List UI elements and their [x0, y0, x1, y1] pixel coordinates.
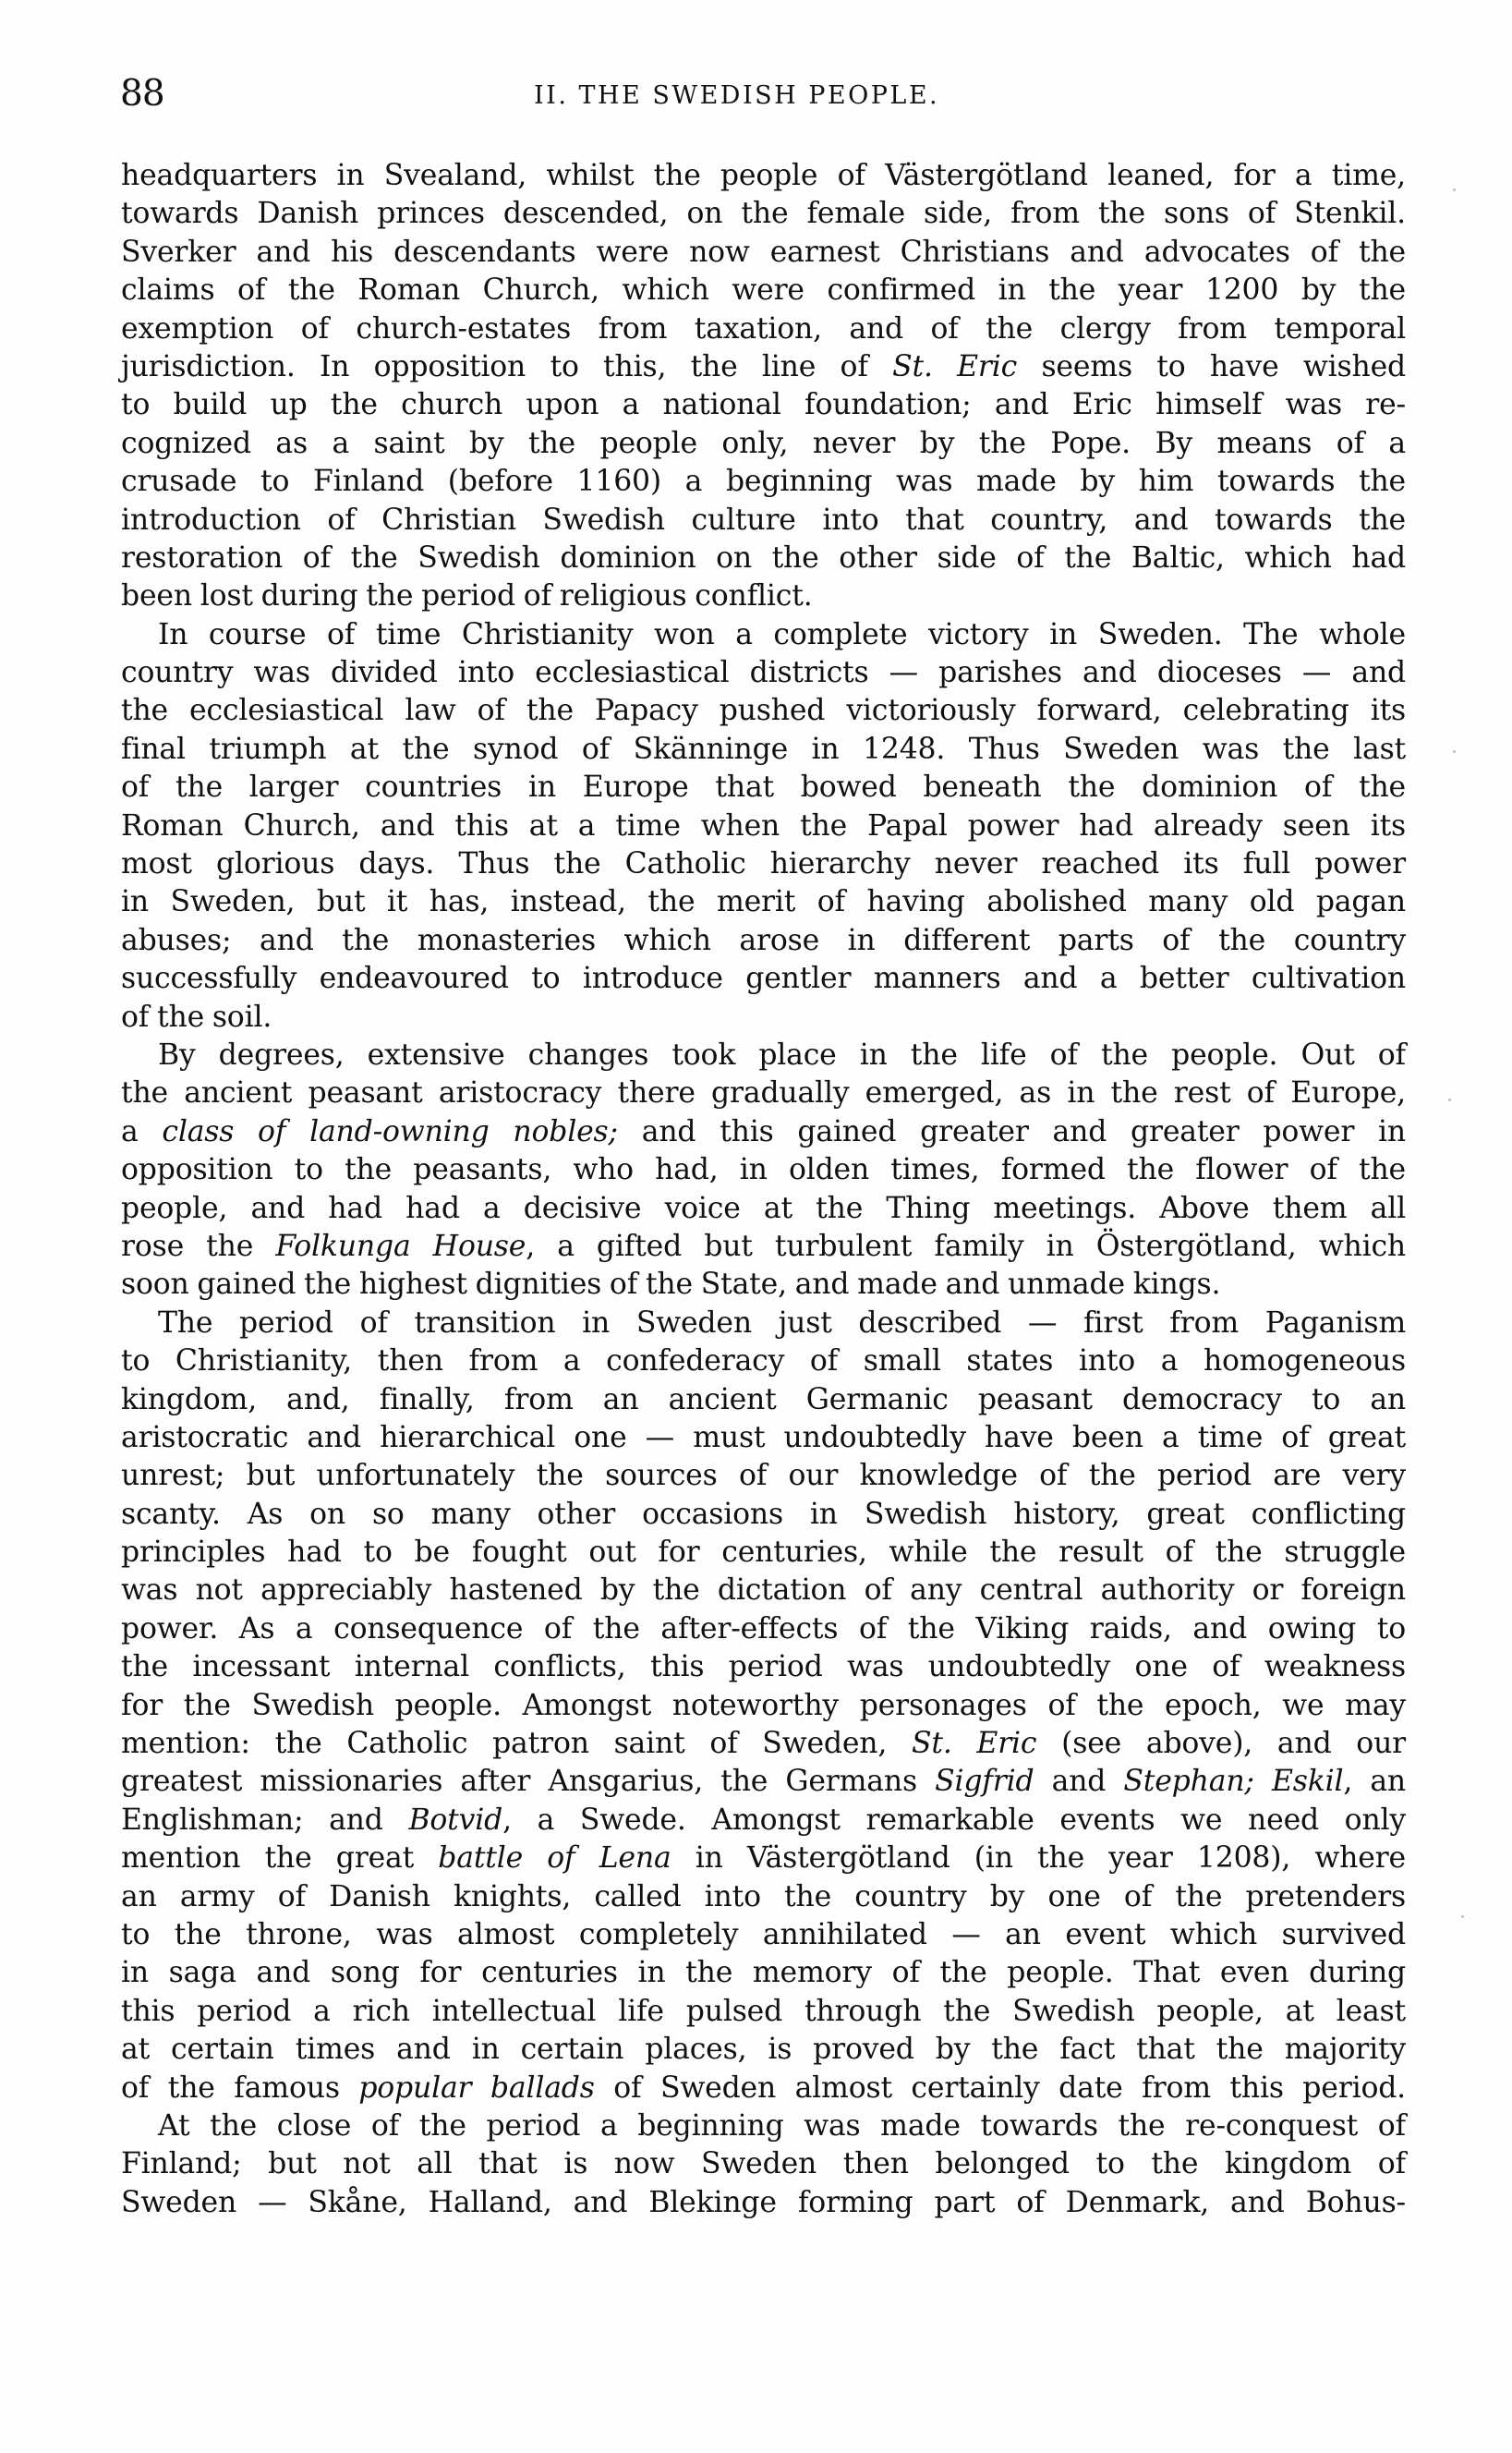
text-segment: been lost during the period of religious conflict. [121, 579, 813, 613]
italic-text: St. Eric [892, 349, 1018, 383]
text-line [121, 1993, 1406, 2031]
text-line [121, 1151, 1406, 1189]
text-line [121, 616, 1406, 654]
text-segment: claims of the Roman Church, which were confirmed in the year 1200 by the [121, 273, 1406, 308]
text-segment: principles had to be fought out for centuries, while the result of the struggle [121, 1536, 1406, 1570]
running-head: II. THE SWEDISH PEOPLE. [534, 81, 940, 110]
text-segment: introduction of Christian Swedish culture into that country, and towards the [121, 503, 1406, 537]
text-segment: , a gifted but turbulent family in Östergötland, which [526, 1229, 1406, 1263]
text-segment: mention the great [121, 1841, 439, 1876]
italic-text: battle of Lena [438, 1841, 671, 1876]
text-segment: people, and had had a decisive voice at the Thing meetings. Above them all [121, 1191, 1406, 1225]
text-line [121, 1802, 1406, 1840]
text-segment: headquarters in Svealand, whilst the people of Västergötland leaned, for a time, [121, 159, 1406, 192]
text-segment: By degrees, extensive changes took place in the life of the people. Out of [158, 1038, 1406, 1072]
text-segment: Englishman; and [121, 1803, 409, 1837]
text-segment: crusade to Finland (before 1160) a beginning was made by him towards the [121, 465, 1406, 499]
text-line [121, 1496, 1406, 1534]
text-segment: , a Swede. Amongst remarkable events we need only [502, 1803, 1407, 1837]
text-line [121, 1113, 1406, 1151]
text-segment: and this gained greater and greater power in [617, 1114, 1406, 1148]
text-segment: the incessant internal conflicts, this period was undoubtedly one of weakness [121, 1650, 1406, 1684]
text-line [121, 1648, 1406, 1686]
text-segment: of the soil. [121, 1000, 272, 1034]
text-line [121, 692, 1406, 730]
text-segment: mention: the Catholic patron saint of Sweden, [121, 1727, 912, 1761]
text-segment: scanty. As on so many other occasions in Swedish history, great conflicting [121, 1497, 1406, 1531]
text-line [121, 425, 1406, 463]
text-segment: at certain times and in certain places, is proved by the fact that the majority [121, 2033, 1406, 2067]
text-line [121, 1954, 1406, 1992]
text-segment: country was divided into ecclesiastical districts — parishes and dioceses — and [121, 656, 1406, 690]
text-line [121, 1075, 1406, 1112]
text-segment: Sverker and his descendants were now earnest Christians and advocates of the [121, 235, 1406, 269]
text-segment: and [1034, 1765, 1124, 1799]
text-segment: soon gained the highest dignities of the State, and made and unmade kings. [121, 1268, 1221, 1302]
text-segment: At the close of the period a beginning was made towards the re-conquest of [158, 2108, 1406, 2143]
text-segment: Roman Church, and this at a time when the Papal power had already seen its [121, 808, 1406, 843]
text-line [121, 348, 1406, 386]
text-line [121, 922, 1406, 960]
text-segment: to build up the church upon a national foundation; and Eric himself was re- [121, 388, 1406, 422]
text-segment: of the larger countries in Europe that bowed beneath the dominion of the [121, 771, 1406, 805]
scan-mark [1448, 1099, 1451, 1101]
text-line [121, 195, 1406, 233]
scan-mark [1461, 1915, 1464, 1918]
text-line [121, 1381, 1406, 1419]
text-line [121, 577, 1406, 615]
text-line [121, 1725, 1406, 1763]
text-line [121, 1687, 1406, 1725]
text-segment: abuses; and the monasteries which arose in different parts of the country [121, 923, 1406, 957]
text-segment: kingdom, and, finally, from an ancient Germanic peasant democracy to an [121, 1382, 1406, 1416]
text-line [121, 234, 1406, 272]
text-segment: The period of transition in Sweden just described — first from Paganism [158, 1305, 1406, 1340]
text-line [121, 2184, 1406, 2222]
text-line [121, 1840, 1406, 1877]
text-line [121, 1037, 1406, 1075]
text-line [121, 2070, 1406, 2107]
text-segment: (see above), and our [1036, 1727, 1407, 1761]
text-segment: was not appreciably hastened by the dictation of any central authority or foreign [121, 1573, 1406, 1608]
italic-text: St. Eric [911, 1727, 1037, 1761]
scan-mark [1453, 750, 1456, 753]
text-line [121, 2145, 1406, 2183]
text-segment: restoration of the Swedish dominion on the other side of the Baltic, which had [121, 540, 1406, 575]
text-line [121, 1572, 1406, 1609]
text-line [121, 654, 1406, 692]
italic-text: Botvid [408, 1803, 503, 1837]
text-line [121, 1228, 1406, 1266]
text-segment: the ecclesiastical law of the Papacy pushed victoriously forward, celebrating its [121, 694, 1406, 728]
text-segment: a [121, 1114, 163, 1148]
text-segment: unrest; but unfortunately the sources of our knowledge of the period are very [121, 1459, 1406, 1493]
text-segment: in saga and song for centuries in the memory of the people. That even during [121, 1956, 1406, 1990]
text-line [121, 1763, 1406, 1801]
text-line [121, 1342, 1406, 1380]
italic-text: Sigfrid [935, 1765, 1034, 1799]
text-line [121, 999, 1406, 1037]
text-segment: power. As a consequence of the after-effects of the Viking raids, and owing to [121, 1611, 1406, 1645]
text-line [121, 1190, 1406, 1228]
text-segment: of Sweden almost certainly date from this period. [594, 2070, 1406, 2105]
text-segment: seems to have wished [1017, 349, 1407, 383]
text-line [121, 157, 1406, 195]
text-segment: greatest missionaries after Ansgarius, the Germans [121, 1765, 936, 1799]
text-segment: In course of time Christianity won a complete victory in Sweden. The whole [158, 617, 1406, 651]
text-segment: opposition to the peasants, who had, in olden times, formed the flower of the [121, 1153, 1406, 1187]
text-segment: jurisdiction. In opposition to this, the line of [121, 349, 893, 383]
text-line [121, 1916, 1406, 1954]
text-segment: to Christianity, then from a confederacy of small states into a homogeneous [121, 1344, 1406, 1378]
italic-text: Folkunga House [275, 1229, 526, 1263]
italic-text: Stephan; Eskil [1123, 1765, 1344, 1799]
text-segment: exemption of church-estates from taxation, and of the clergy from temporal [121, 311, 1406, 346]
text-line [121, 540, 1406, 577]
text-segment: an army of Danish knights, called into the country by one of the pretenders [121, 1879, 1406, 1913]
text-line [121, 1419, 1406, 1457]
text-line [121, 2107, 1406, 2145]
text-line [121, 2031, 1406, 2069]
text-segment: in Sweden, but it has, instead, the merit of having abolished many old pagan [121, 885, 1406, 919]
text-segment: Finland; but not all that is now Sweden then belonged to the kingdom of [121, 2147, 1406, 2181]
text-line [121, 808, 1406, 845]
text-segment: final triumph at the synod of Skänninge in 1248. Thus Sweden was the last [121, 732, 1406, 766]
text-line [121, 463, 1406, 501]
text-segment: for the Swedish people. Amongst noteworthy personages of the epoch, we may [121, 1688, 1406, 1722]
text-segment: of the famous [121, 2070, 359, 2105]
text-segment: aristocratic and hierarchical one — must undoubtedly have been a time of great [121, 1420, 1406, 1454]
text-line [121, 883, 1406, 921]
text-segment: towards Danish princes descended, on the female side, from the sons of Stenkil. [121, 197, 1406, 231]
text-line [121, 1305, 1406, 1342]
text-line [121, 1534, 1406, 1572]
text-segment: Sweden — Skåne, Halland, and Blekinge forming part of Denmark, and Bohus- [121, 2185, 1406, 2219]
body-text [121, 157, 1406, 2222]
text-segment: cognized as a saint by the people only, never by the Pope. By means of a [121, 426, 1406, 460]
text-line [121, 1457, 1406, 1495]
text-line [121, 731, 1406, 769]
text-line [121, 769, 1406, 807]
text-segment: in Västergötland (in the year 1208), where [671, 1841, 1406, 1876]
text-line [121, 310, 1406, 348]
text-line [121, 845, 1406, 883]
text-line [121, 272, 1406, 310]
text-segment: this period a rich intellectual life pulsed through the Swedish people, at least [121, 1994, 1406, 2028]
text-line [121, 1878, 1406, 1916]
text-line [121, 960, 1406, 998]
text-segment: rose the [121, 1229, 276, 1263]
text-line [121, 1266, 1406, 1304]
italic-text: class of land-owning nobles; [162, 1114, 618, 1148]
text-line [121, 502, 1406, 540]
page-number: 88 [120, 73, 164, 115]
text-line [121, 386, 1406, 424]
text-segment: the ancient peasant aristocracy there gradually emerged, as in the rest of Europe, [121, 1076, 1406, 1111]
italic-text: popular ballads [358, 2070, 595, 2105]
scan-mark [1453, 188, 1456, 191]
text-line [121, 1610, 1406, 1648]
text-segment: , an [1343, 1765, 1407, 1799]
text-segment: to the throne, was almost completely annihilated — an event which survived [121, 1917, 1406, 1951]
text-segment: successfully endeavoured to introduce gentler manners and a better cultivation [121, 962, 1406, 996]
text-segment: most glorious days. Thus the Catholic hierarchy never reached its full power [121, 847, 1406, 881]
